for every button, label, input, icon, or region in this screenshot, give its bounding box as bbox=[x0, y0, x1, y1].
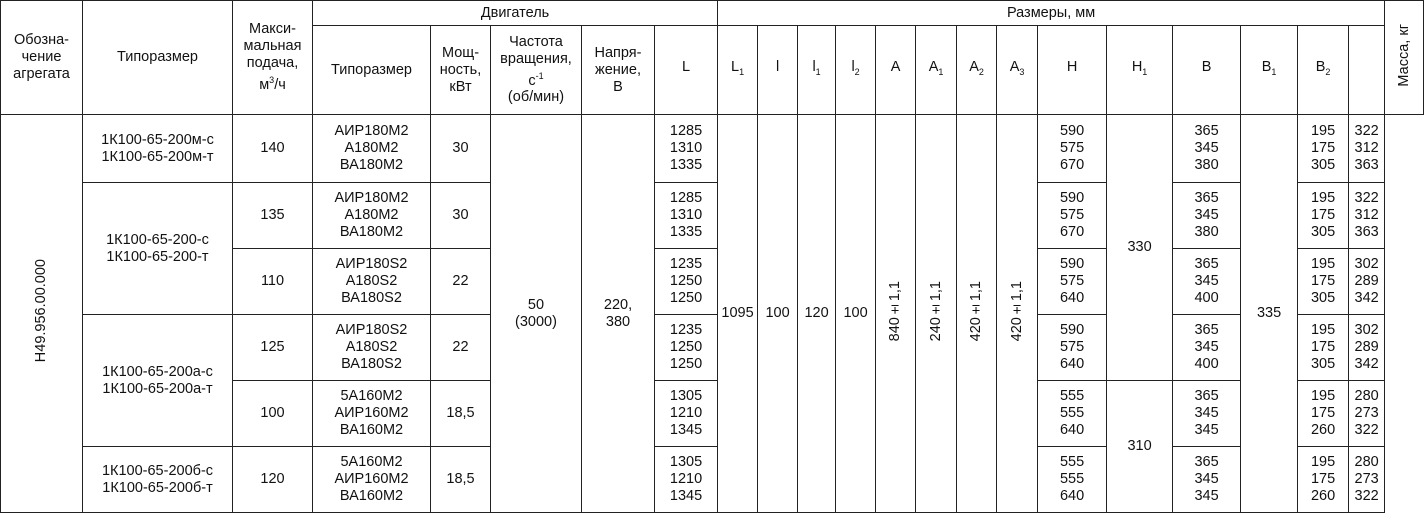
oboznach-cell bbox=[1, 115, 83, 513]
l2-cell: 100 bbox=[836, 115, 876, 513]
header-dim-B: B bbox=[1173, 26, 1241, 115]
B-cell: 365 345 345 bbox=[1173, 447, 1241, 513]
header-dim-l2: $l_2$ bbox=[836, 26, 876, 115]
A3-cell bbox=[997, 115, 1038, 513]
massa-label: Масса, кг bbox=[1395, 23, 1412, 87]
dvigatel-cell: АИР180М2 А180М2 ВА180М2 bbox=[313, 115, 431, 183]
B-cell: 365 345 400 bbox=[1173, 315, 1241, 381]
B-cell: 365 345 380 bbox=[1173, 183, 1241, 249]
header-dim-l: l bbox=[758, 26, 798, 115]
podacha-cell: 120 bbox=[233, 447, 313, 513]
B2-cell: 195 175 260 bbox=[1298, 381, 1349, 447]
header-dim-B1: $B_1$ bbox=[1241, 26, 1298, 115]
chastota-sup: -1 bbox=[535, 70, 544, 81]
massa-cell: 302 289 342 bbox=[1349, 315, 1385, 381]
table-row bbox=[1, 183, 1424, 249]
header-dim-H: H bbox=[1038, 26, 1107, 115]
A1-cell bbox=[916, 115, 957, 513]
B-cell: 365 345 380 bbox=[1173, 115, 1241, 183]
dvigatel-cell: 5А160М2 АИР160М2 ВА160М2 bbox=[313, 447, 431, 513]
A3-value: 420±1,1 bbox=[1008, 280, 1025, 342]
tiporazmer-cell: 1К100-65-200а-с 1К100-65-200а-т bbox=[83, 315, 233, 447]
L-cell: 1235 1250 1250 bbox=[655, 249, 718, 315]
L-cell: 1285 1310 1335 bbox=[655, 115, 718, 183]
massa-cell: 280 273 322 bbox=[1349, 381, 1385, 447]
podacha-text: Макси- мальная подача, м bbox=[243, 21, 302, 93]
header-oboznach: Обозна- чение агрегата bbox=[1, 1, 83, 115]
H1-cell-b: 310 bbox=[1107, 381, 1173, 513]
header-dim-A1: $A_1$ bbox=[916, 26, 957, 115]
L-cell: 1235 1250 1250 bbox=[655, 315, 718, 381]
A-cell bbox=[876, 115, 916, 513]
L-cell: 1305 1210 1345 bbox=[655, 381, 718, 447]
podacha-cell: 110 bbox=[233, 249, 313, 315]
moshnost-cell: 18,5 bbox=[431, 381, 491, 447]
moshnost-cell: 30 bbox=[431, 115, 491, 183]
moshnost-cell: 30 bbox=[431, 183, 491, 249]
H-cell: 590 575 670 bbox=[1038, 115, 1107, 183]
napryazhenie-cell: 220, 380 bbox=[582, 115, 655, 513]
B2-cell: 195 175 305 bbox=[1298, 183, 1349, 249]
B2-cell: 195 175 260 bbox=[1298, 447, 1349, 513]
header-moshnost: Мощ- ность, кВт bbox=[431, 26, 491, 115]
header-dim-L1: $L_1$ bbox=[718, 26, 758, 115]
H1-cell-a: 330 bbox=[1107, 115, 1173, 381]
H-cell: 590 575 670 bbox=[1038, 183, 1107, 249]
massa-cell: 302 289 342 bbox=[1349, 249, 1385, 315]
B1-cell: 335 bbox=[1241, 115, 1298, 513]
massa-cell: 322 312 363 bbox=[1349, 115, 1385, 183]
header-razmery: Размеры, мм bbox=[718, 1, 1385, 26]
tiporazmer-cell: 1К100-65-200м-с 1К100-65-200м-т bbox=[83, 115, 233, 183]
H-cell: 555 555 640 bbox=[1038, 381, 1107, 447]
dvigatel-cell: 5А160М2 АИР160М2 ВА160М2 bbox=[313, 381, 431, 447]
podacha-cell: 100 bbox=[233, 381, 313, 447]
header-dim-A3: $A_3$ bbox=[997, 26, 1038, 115]
podacha-sup: 3 bbox=[269, 75, 275, 86]
table-row bbox=[1, 447, 1424, 513]
header-massa bbox=[1385, 1, 1424, 115]
header-podacha bbox=[233, 1, 313, 115]
moshnost-cell: 22 bbox=[431, 315, 491, 381]
moshnost-cell: 18,5 bbox=[431, 447, 491, 513]
header-dim-L: L bbox=[655, 26, 718, 115]
oboznach-value: Н49.956.00.000 bbox=[33, 259, 49, 363]
L-cell: 1305 1210 1345 bbox=[655, 447, 718, 513]
moshnost-cell: 22 bbox=[431, 249, 491, 315]
header-dv-tiporazmer: Типоразмер bbox=[313, 26, 431, 115]
dvigatel-cell: АИР180S2 А180S2 ВА180S2 bbox=[313, 315, 431, 381]
header-tiporazmer: Типоразмер bbox=[83, 1, 233, 115]
podacha-cell: 140 bbox=[233, 115, 313, 183]
massa-cell: 322 312 363 bbox=[1349, 183, 1385, 249]
tiporazmer-cell: 1К100-65-200б-с 1К100-65-200б-т bbox=[83, 447, 233, 513]
B2-cell: 195 175 305 bbox=[1298, 115, 1349, 183]
chastota-text: Частота вращения, с bbox=[500, 33, 572, 89]
B-cell: 365 345 400 bbox=[1173, 249, 1241, 315]
A2-value: 420±1,1 bbox=[968, 280, 985, 342]
l-cell: 100 bbox=[758, 115, 798, 513]
L-cell: 1285 1310 1335 bbox=[655, 183, 718, 249]
H-cell: 590 575 640 bbox=[1038, 315, 1107, 381]
header-dim-B2: $B_2$ bbox=[1298, 26, 1349, 115]
A2-cell bbox=[957, 115, 997, 513]
podacha-post: /ч bbox=[274, 76, 286, 93]
header-napryazhenie: Напря- жение, В bbox=[582, 26, 655, 115]
dvigatel-cell: АИР180М2 А180М2 ВА180М2 bbox=[313, 183, 431, 249]
B2-cell: 195 175 305 bbox=[1298, 315, 1349, 381]
chastota-post: (об/мин) bbox=[507, 89, 565, 106]
header-dim-l1: $l_1$ bbox=[798, 26, 836, 115]
massa-cell: 280 273 322 bbox=[1349, 447, 1385, 513]
A-value: 840±1,1 bbox=[887, 280, 904, 342]
table-row bbox=[1, 115, 1424, 183]
header-dim-A2: $A_2$ bbox=[957, 26, 997, 115]
dvigatel-cell: АИР180S2 А180S2 ВА180S2 bbox=[313, 249, 431, 315]
header-chastota bbox=[491, 26, 582, 115]
L1-cell: 1095 bbox=[718, 115, 758, 513]
table-row bbox=[1, 315, 1424, 381]
chastota-cell: 50 (3000) bbox=[491, 115, 582, 513]
header-dim-H1: $H_1$ bbox=[1107, 26, 1173, 115]
tiporazmer-cell: 1К100-65-200-с 1К100-65-200-т bbox=[83, 183, 233, 315]
B2-cell: 195 175 305 bbox=[1298, 249, 1349, 315]
H-cell: 590 575 640 bbox=[1038, 249, 1107, 315]
H-cell: 555 555 640 bbox=[1038, 447, 1107, 513]
B-cell: 365 345 345 bbox=[1173, 381, 1241, 447]
podacha-cell: 135 bbox=[233, 183, 313, 249]
header-dim-A: A bbox=[876, 26, 916, 115]
header-dvigatel: Двигатель bbox=[313, 1, 718, 26]
A1-value: 240±1,1 bbox=[927, 280, 944, 342]
podacha-cell: 125 bbox=[233, 315, 313, 381]
l1-cell: 120 bbox=[798, 115, 836, 513]
